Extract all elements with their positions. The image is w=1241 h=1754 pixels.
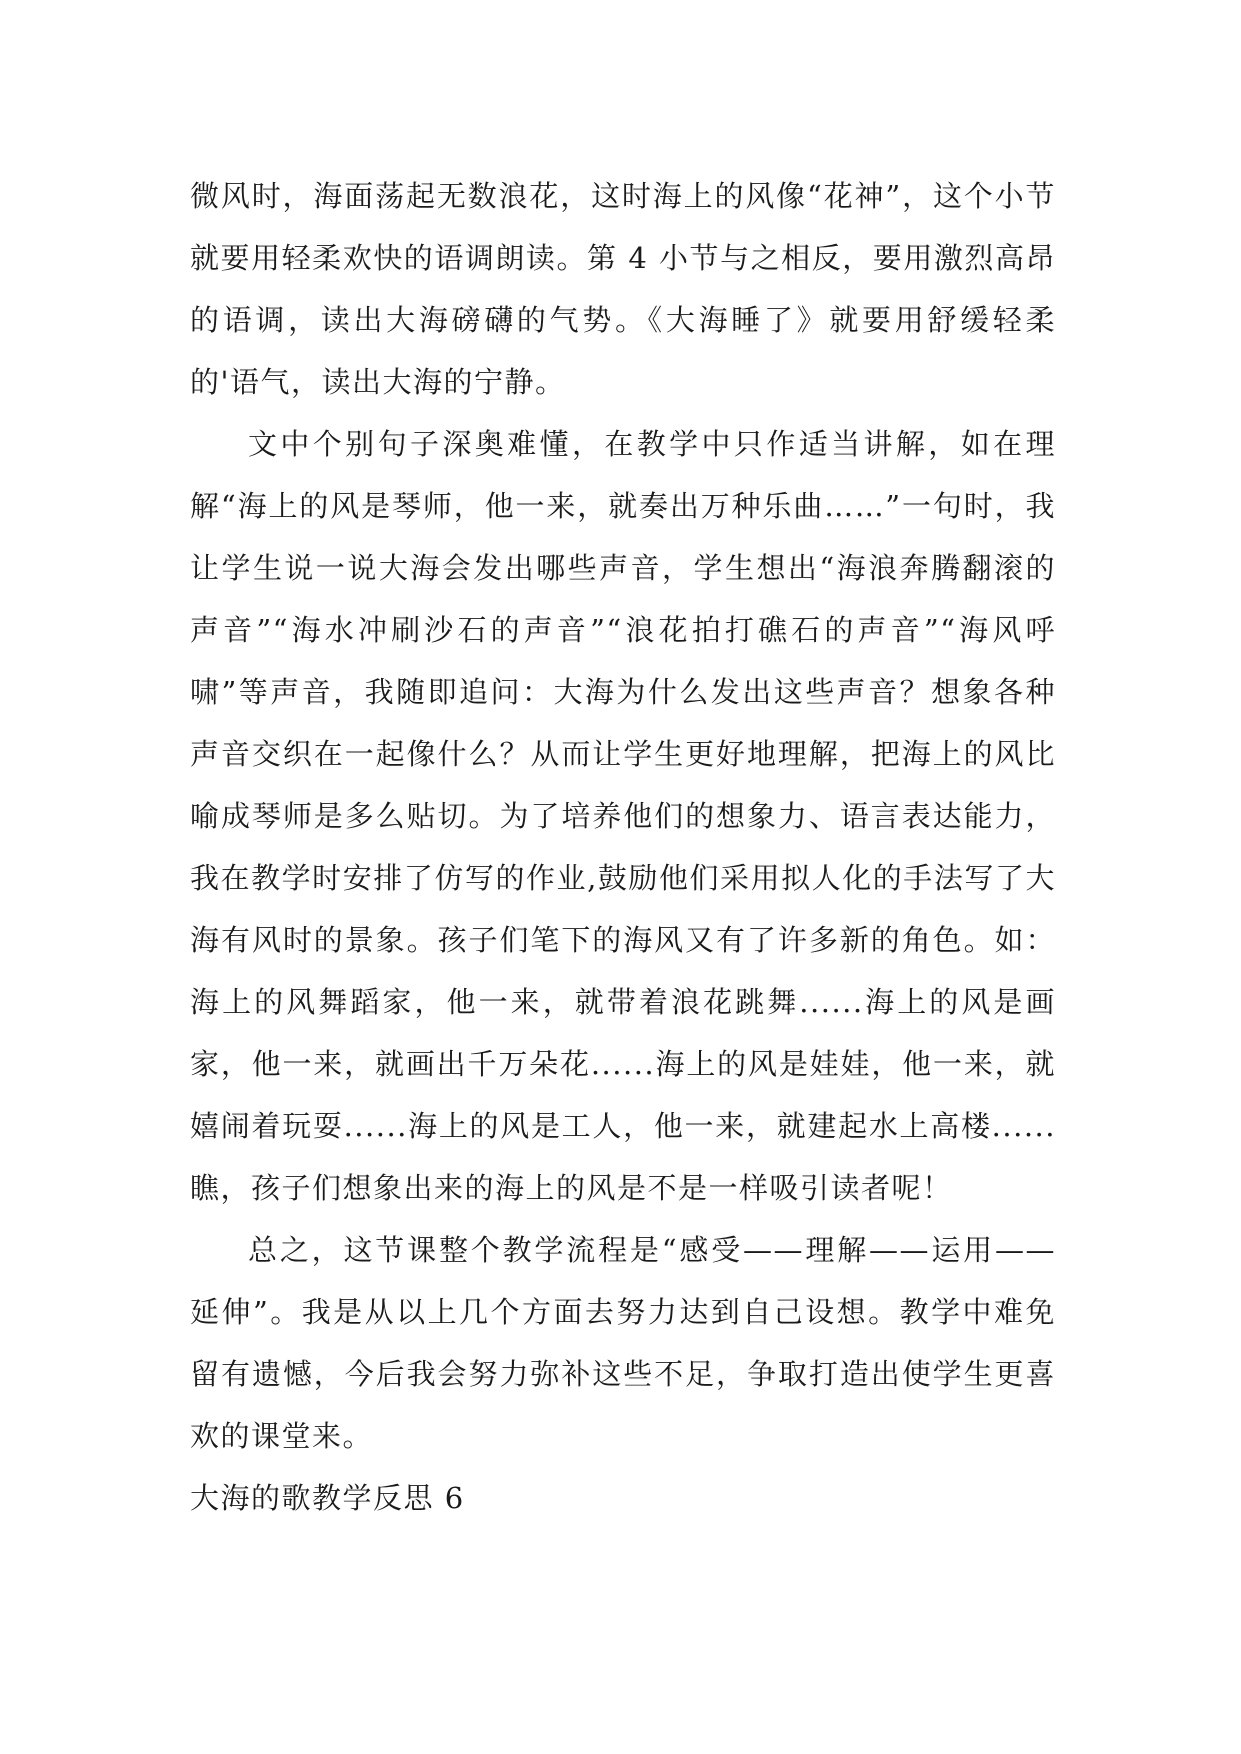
paragraph-summary: 总之，这节课整个教学流程是“感受——理解——运用——延伸”。我是从以上几个方面去努力达到自己设想。教学中难免留有遗憾，今后我会努力弥补这些不足，争取打造出使学生更喜欢的课堂来。 (190, 1233, 1056, 1453)
section-heading: 大海的歌教学反思 6 (190, 1481, 465, 1515)
document-body (190, 165, 1056, 1529)
paragraph-continuation: 微风时，海面荡起无数浪花，这时海上的风像“花神”，这个小节就要用轻柔欢快的语调朗读。第 4 小节与之相反，要用激烈高昂的语调，读出大海磅礴的气势。《大海睡了》就要用舒缓轻柔的'语气，读出大海的宁静。 (190, 179, 1056, 399)
paragraph-difficult-sentences: 文中个别句子深奥难懂，在教学中只作适当讲解，如在理解“海上的风是琴师，他一来，就奏出万种乐曲……”一句时，我让学生说一说大海会发出哪些声音，学生想出“海浪奔腾翻滚的声音”“海水冲刷沙石的声音”“浪花拍打礁石的声音”“海风呼啸”等声音，我随即追问：大海为什么发出这些声音？想象各种声音交织在一起像什么？从而让学生更好地理解，把海上的风比喻成琴师是多么贴切。为了培养他们的想象力、语言表达能力，我在教学时安排了仿写的作业,鼓励他们采用拟人化的手法写了大海有风时的景象。孩子们笔下的海风又有了许多新的角色。如：海上的风舞蹈家，他一来，就带着浪花跳舞......海上的风是画家，他一来，就画出千万朵花......海上的风是娃娃，他一来，就嬉闹着玩耍......海上的风是工人，他一来，就建起水上高楼......瞧，孩子们想象出来的海上的风是不是一样吸引读者呢！ (190, 427, 1056, 1205)
